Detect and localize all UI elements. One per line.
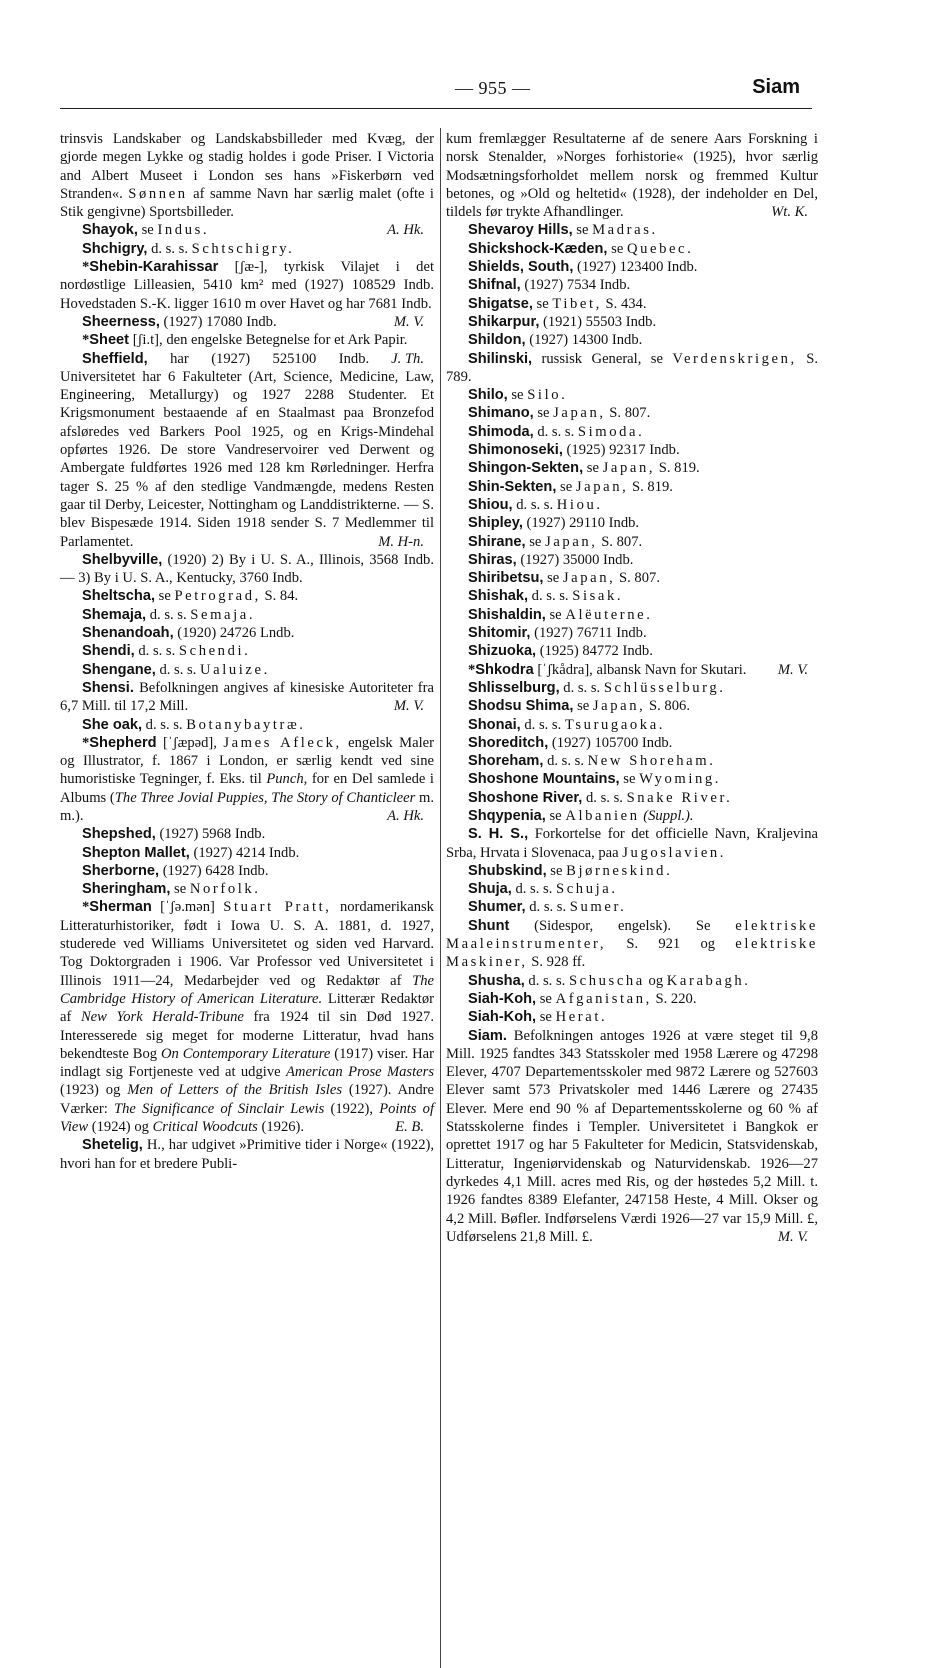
entry-shendi: Shendi, d. s. s. Schendi.: [82, 643, 251, 660]
entry-shigatse: Shigatse, se Tibet, S. 434.: [468, 295, 647, 312]
header-rule: [60, 108, 812, 109]
entry-shumer: Shumer, d. s. s. Sumer.: [468, 899, 627, 916]
entry-shickshock: Shickshock-Kæden, se Quebec.: [468, 240, 694, 257]
entry-shelbyville: Shelbyville, (1920) 2) By i U. S. A., Illinois, 3568 Indb. — 3) By i U. S. A., Kentucky, 3760 Indb.: [60, 551, 434, 587]
column-divider: [440, 128, 441, 1668]
entry-shishak: Shishak, d. s. s. Sisak.: [468, 588, 624, 605]
entry-shitomir: Shitomir, (1927) 76711 Indb.: [468, 625, 647, 642]
entry-shimoda: Shimoda, d. s. s. Simoda.: [468, 423, 645, 440]
entry-shepton-mallet: Shepton Mallet, (1927) 4214 Indb.: [82, 844, 300, 861]
page-number: — 955 —: [455, 78, 531, 98]
entry-shishaldin: Shishaldin, se Alëuterne.: [468, 606, 653, 623]
entry-shepshed: Shepshed, (1927) 5968 Indb.: [82, 826, 266, 843]
entry-shimonoseki: Shimonoseki, (1925) 92317 Indb.: [468, 442, 680, 459]
left-column: [60, 130, 434, 1173]
entry-shirane: Shirane, se Japan, S. 807.: [468, 533, 643, 550]
entry-shuja: Shuja, d. s. s. Schuja.: [468, 881, 618, 898]
entry-shimano: Shimano, se Japan, S. 807.: [468, 405, 651, 422]
entry-shikarpur: Shikarpur, (1921) 55503 Indb.: [468, 313, 657, 330]
entry-shevaroy-hills: Shevaroy Hills, se Madras.: [468, 222, 658, 239]
entry-shonai: Shonai, d. s. s. Tsurugaoka.: [468, 716, 666, 733]
entry-siam: Siam. Befolkningen antoges 1926 at være steget til 9,8 Mill. 1925 fandtes 343 Statsskoler med 1958 Lærere og 47298 Elever, 4707 Departementsskoler med 9872 Lærere og 527603 Elever samt 573 Privatskoler med 1446 Lærere og 27435 Elever. Mere end 90 % af Departementsskolerne og 60 % af Statsskolerne findes i Templer. Universitetet i Bangkok er oprettet 1917 og har 5 Fakulteter for Medicin, Statsvidenskab, Litteratur, Ingeniørvidenskab og Naturvidenskab. 1926—27 dyrkedes 4,1 Mill. acres med Ris, og der høstedes 5,2 Mill. t. 1926 fandtes 8389 Elefanter, 247158 Heste, 4 Mill. Okser og 4,2 Mill. Bøfler. Indførselens Værdi 1926—27 var 15,9 Mill. £, Udførselens 21,8 Mill. £. M. V.: [446, 1027, 818, 1245]
entry-shildon: Shildon, (1927) 14300 Indb.: [468, 332, 643, 349]
entry-shengane: Shengane, d. s. s. Ualuize.: [82, 661, 270, 678]
entry-shlisselburg: Shlisselburg, d. s. s. Schlüsselburg.: [468, 679, 726, 696]
entry-shin-sekten: Shin-Sekten, se Japan, S. 819.: [468, 478, 673, 495]
entry-shemaja: Shemaja, d. s. s. Semaja.: [82, 606, 256, 623]
entry-shensi: Shensi. Befolkningen angives af kinesiske Autoriteter fra 6,7 Mill. til 17,2 Mill. M. V.: [60, 679, 434, 715]
entry-shoshone-mountains: Shoshone Mountains, se Wyoming.: [468, 771, 722, 788]
entry-shetelig: Shetelig, H., har udgivet »Primitive tider i Norge« (1922), hvori han for et bredere Publi-: [60, 1137, 434, 1172]
entry-shepherd: *Shepherd [ˈʃæpəd], James Afleck, engelsk Maler og Illustrator, f. 1867 i London, er særlig kendt ved sine humoristiske Tegninger, f. Eks. til Punch, for en Del samlede i Albums (The Three Jovial Puppies, The Story of Chanticleer m. m.). A. Hk.: [60, 734, 434, 824]
entry-shoshone-river: Shoshone River, d. s. s. Snake River.: [468, 789, 733, 806]
entry-shoreham: Shoreham, d. s. s. New Shoreham.: [468, 753, 716, 770]
entry-shs: S. H. S., Forkortelse for det officielle Navn, Kraljevina Srba, Hrvata i Slovenaca, paa Jugoslavien.: [446, 826, 818, 861]
entry-shayok: Shayok, se Indus. A. Hk.: [82, 222, 424, 239]
entry-sherman: *Sherman [ˈʃə.mən] Stuart Pratt, nordamerikansk Litteraturhistoriker, født i Iowa U. S. A. 1881, d. 1927, studerede ved Williams Universitetet og siden ved Harvard. Tog Doktorgraden i 1906. Var Professor ved Universitetet i Illinois 1911—24, Medarbejder ved og Redaktør af The Cambridge History of American Literature. Litterær Redaktør af New York Herald-Tribune fra 1924 til sin Død 1927. Interesserede sig meget for moderne Litteratur, hvad hans bekendteste Bog On Contemporary Literature (1917) viser. Har indlagt sig Fortjeneste ved at udgive American Prose Masters (1923) og Men of Letters of the British Isles (1927). Andre Værker: The Significance of Sinclair Lewis (1922), Points of View (1924) og Critical Woodcuts (1926). E. B.: [60, 899, 434, 1136]
entry-siah-koh-2: Siah-Koh, se Herat.: [468, 1009, 608, 1026]
entry-shipley: Shipley, (1927) 29110 Indb.: [468, 515, 640, 532]
entry-shchigry: Shchigry, d. s. s. Schtschigry.: [82, 240, 295, 257]
entry-shodsu-shima: Shodsu Shima, se Japan, S. 806.: [468, 698, 690, 715]
entry-continuation: trinsvis Landskaber og Landskabsbilleder med Kvæg, der gjorde megen Lykke og stadig holdes i gode Priser. I Victoria and Albert Museet i London ses hans »Fiskerbørn ved Stranden«. Sønnen af samme Navn har særlig malet (ofte i Stik gengivne) Sportsbilleder.: [60, 131, 434, 221]
entry-shusha: Shusha, d. s. s. Schuscha og Karabagh.: [468, 972, 751, 989]
entry-sheerness: Sheerness, (1927) 17080 Indb.: [82, 313, 277, 330]
entry-sheltscha: Sheltscha, se Petrograd, S. 84.: [82, 588, 299, 605]
entry-sheffield: Sheffield, har (1927) 525100 Indb. Universitetet har 6 Fakulteter (Art, Science, Medicine, Law, Engineering, Metallurgy) og 1927 2288 Studenter. Et Krigsmonument bestaaende af en Staalmast paa Bronzefod afsløredes ved Barkers Pool 1925, og en Krigs-Mindehal opførtes 1926. De store Vandreservoirer ved Derwent og Ambergate fuldførtes 1926 med 128 km Rørledninger. Herfra tager S. 25 % af den stedlige Vandmængde, medens Resten gaar til Derby, Leicester, Nottingham og Landdistrikterne. — S. blev Bispesæde 1914. Siden 1918 sender S. 7 Medlemmer til Parlamentet. M. H-n.: [60, 350, 434, 550]
entry-shiribetsu: Shiribetsu, se Japan, S. 807.: [468, 570, 660, 587]
entry-shiras: Shiras, (1927) 35000 Indb.: [468, 551, 634, 568]
entry-shunt: Shunt (Sidespor, engelsk). Se elektriske Maaleinstrumenter, S. 921 og elektriske Maskiner, S. 928 ff.: [446, 917, 818, 971]
entry-shizuoka: Shizuoka, (1925) 84772 Indb.: [468, 643, 653, 660]
entry-shingon-sekten: Shingon-Sekten, se Japan, S. 819.: [468, 460, 700, 477]
entry-shilo: Shilo, se Silo.: [468, 387, 568, 404]
entry-sheet: *Sheet [ʃi.t], den engelske Betegnelse for et Ark Papir. J. Th.: [82, 332, 424, 367]
page-header: [60, 72, 800, 102]
entry-shenandoah: Shenandoah, (1920) 24726 Lndb.: [82, 625, 295, 642]
running-head: Siam: [752, 76, 800, 98]
entry-she-oak: She oak, d. s. s. Botanybaytræ.: [82, 716, 306, 733]
entry-shebin-karahissar: *Shebin-Karahissar [ʃæ-], tyrkisk Vilajet i det nordøstlige Lilleasien, 5410 km² med (1927) 108529 Indb. Hovedstaden S.-K. ligger 1610 m over Havet og har 7681 Indb. M. V.: [60, 259, 434, 330]
entry-sherborne: Sherborne, (1927) 6428 Indb.: [82, 862, 269, 879]
entry-shiou: Shiou, d. s. s. Hiou.: [468, 496, 603, 513]
entry-shilinski: Shilinski, russisk General, se Verdenskrigen, S. 789.: [446, 350, 818, 385]
entry-siah-koh-1: Siah-Koh, se Afganistan, S. 220.: [468, 990, 697, 1007]
entry-shoreditch: Shoreditch, (1927) 105700 Indb.: [468, 734, 673, 751]
entry-shubskind: Shubskind, se Bjørneskind.: [468, 862, 673, 879]
entry-shkodra: *Shkodra [ˈʃkådra], albansk Navn for Skutari. M. V.: [468, 661, 808, 678]
entry-shifnal: Shifnal, (1927) 7534 Indb.: [468, 277, 631, 294]
entry-shqypenia: Shqypenia, se Albanien (Suppl.).: [468, 807, 694, 824]
entry-shields-south: Shields, South, (1927) 123400 Indb.: [468, 259, 698, 276]
right-column: [446, 130, 818, 1246]
entry-continuation-shetelig: kum fremlægger Resultaterne af de senere Aars Forskning i norsk Stenalder, »Norges forhistorie« (1925), hvor særlig Modsætningsforholdet mellem norsk og fremmed Kultur betones, og »Old og heltetid« (1928), der indeholder en Del, tildels før trykte Afhandlinger. Wt. K.: [446, 131, 818, 221]
entry-sheringham: Sheringham, se Norfolk.: [82, 881, 261, 898]
